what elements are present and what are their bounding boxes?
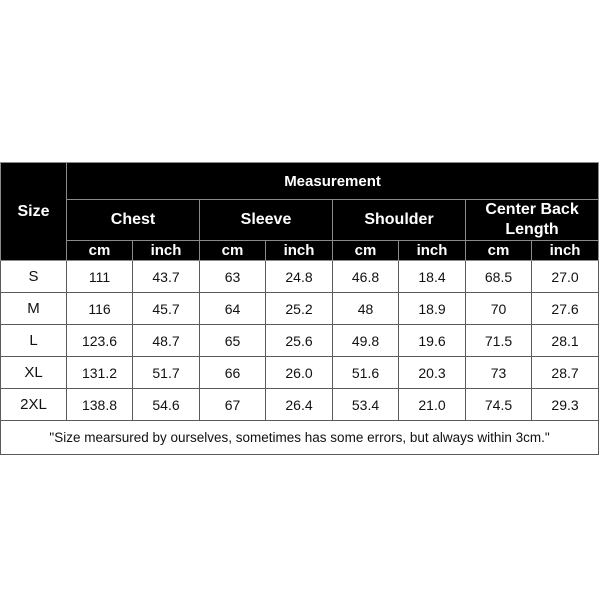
table-cell: 74.5 xyxy=(466,389,532,421)
table-cell: 19.6 xyxy=(399,325,466,357)
table-cell: 68.5 xyxy=(466,261,532,293)
table-cell: 21.0 xyxy=(399,389,466,421)
table-cell: 71.5 xyxy=(466,325,532,357)
unit-header: cm xyxy=(466,241,532,261)
table-cell: 25.2 xyxy=(266,293,333,325)
size-cell: M xyxy=(1,293,67,325)
size-cell: S xyxy=(1,261,67,293)
table-row xyxy=(1,389,599,421)
table-cell: 45.7 xyxy=(133,293,200,325)
table-cell: 131.2 xyxy=(67,357,133,389)
table-cell: 138.8 xyxy=(67,389,133,421)
table-cell: 24.8 xyxy=(266,261,333,293)
table-row xyxy=(1,293,599,325)
table-cell: 70 xyxy=(466,293,532,325)
size-chart-table xyxy=(0,162,599,455)
size-cell: L xyxy=(1,325,67,357)
table-row xyxy=(1,325,599,357)
table-cell: 27.6 xyxy=(532,293,599,325)
size-cell: XL xyxy=(1,357,67,389)
table-cell: 65 xyxy=(200,325,266,357)
unit-header: inch xyxy=(133,241,200,261)
header-row-measurement xyxy=(1,163,599,200)
chest-header: Chest xyxy=(67,200,200,241)
unit-header: cm xyxy=(333,241,399,261)
measurement-header: Measurement xyxy=(67,163,599,200)
table-cell: 48 xyxy=(333,293,399,325)
unit-header: cm xyxy=(200,241,266,261)
table-cell: 111 xyxy=(67,261,133,293)
table-cell: 53.4 xyxy=(333,389,399,421)
table-row xyxy=(1,357,599,389)
unit-header: inch xyxy=(399,241,466,261)
shoulder-header: Shoulder xyxy=(333,200,466,241)
table-cell: 18.4 xyxy=(399,261,466,293)
center-back-length-header: Center Back Length xyxy=(466,200,599,241)
table-cell: 73 xyxy=(466,357,532,389)
table-cell: 43.7 xyxy=(133,261,200,293)
size-cell: 2XL xyxy=(1,389,67,421)
table-row xyxy=(1,261,599,293)
table-cell: 28.7 xyxy=(532,357,599,389)
table-cell: 51.7 xyxy=(133,357,200,389)
table-cell: 67 xyxy=(200,389,266,421)
table-cell: 116 xyxy=(67,293,133,325)
unit-header: inch xyxy=(532,241,599,261)
sleeve-header: Sleeve xyxy=(200,200,333,241)
measurement-note: "Size mearsured by ourselves, sometimes has some errors, but always within 3cm." xyxy=(1,421,599,455)
size-header: Size xyxy=(1,163,67,261)
table-cell: 66 xyxy=(200,357,266,389)
table-cell: 46.8 xyxy=(333,261,399,293)
table-cell: 25.6 xyxy=(266,325,333,357)
table-cell: 48.7 xyxy=(133,325,200,357)
table-cell: 20.3 xyxy=(399,357,466,389)
table-cell: 54.6 xyxy=(133,389,200,421)
table-cell: 49.8 xyxy=(333,325,399,357)
table-cell: 26.4 xyxy=(266,389,333,421)
table-cell: 64 xyxy=(200,293,266,325)
table-cell: 123.6 xyxy=(67,325,133,357)
table-cell: 26.0 xyxy=(266,357,333,389)
table-cell: 51.6 xyxy=(333,357,399,389)
table-cell: 18.9 xyxy=(399,293,466,325)
unit-header: inch xyxy=(266,241,333,261)
table-cell: 27.0 xyxy=(532,261,599,293)
table-cell: 28.1 xyxy=(532,325,599,357)
unit-header: cm xyxy=(67,241,133,261)
header-row-units xyxy=(1,241,599,261)
note-row xyxy=(1,421,599,455)
table-cell: 63 xyxy=(200,261,266,293)
header-row-groups xyxy=(1,200,599,241)
table-cell: 29.3 xyxy=(532,389,599,421)
